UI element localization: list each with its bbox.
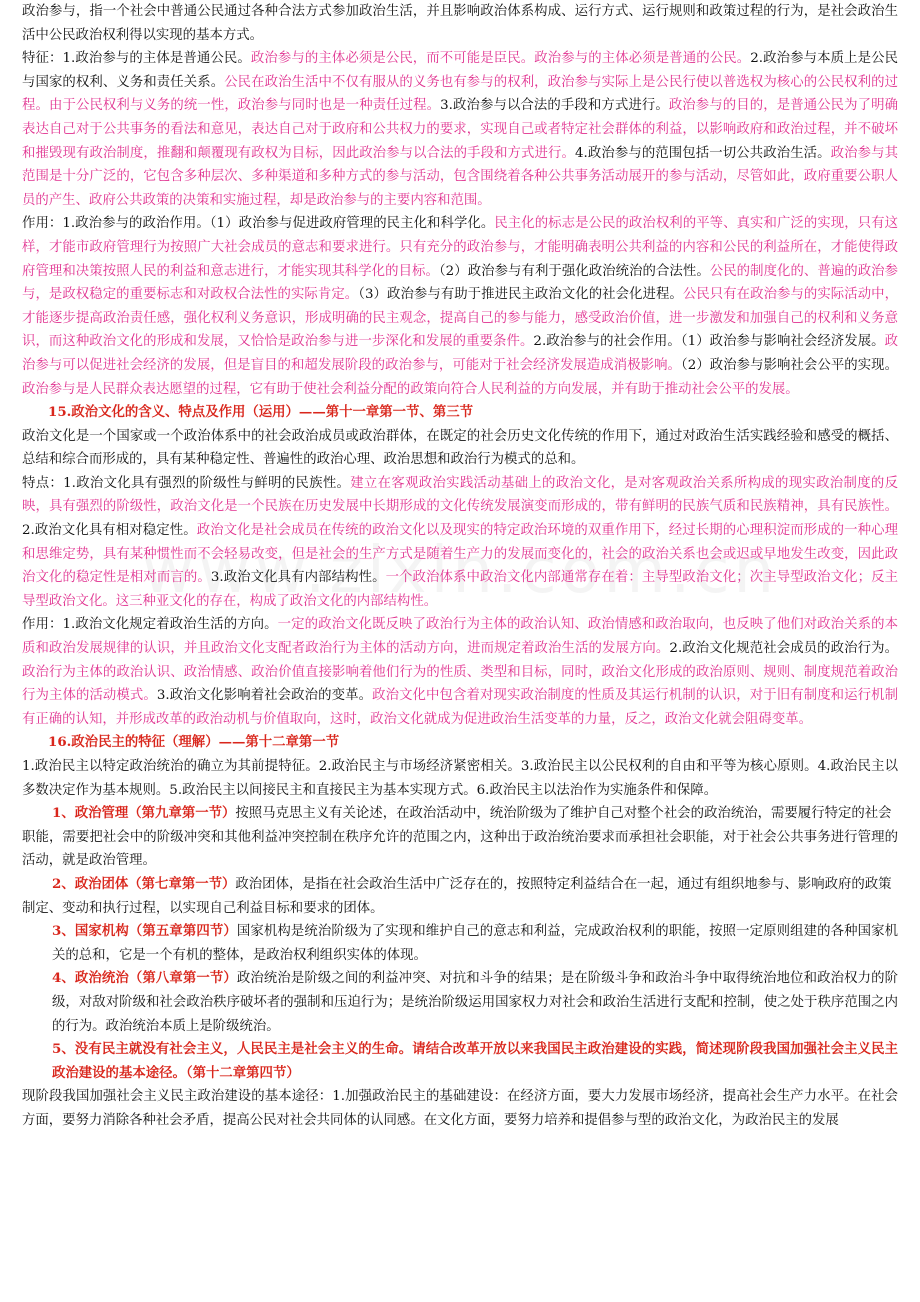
body-text: 政治参与，指一个社会中普通公民通过各种合法方式参加政治生活，并且影响政治体系构成、运行方式、运行规则和政策过程的行为，是社会政治生活中公民政治权利得以实现的基本方式。 [22,4,898,43]
paragraph-participation-functions [22,212,898,401]
body-text: 4.政治参与的范围包括一切公共政治生活。 [575,145,831,161]
highlighted-text: 一个政治体系中政治文化内部通常存在着：主导型政治文化；次主导型政治文化；反主导型政治文化。这三种亚文化的存在，构成了政治文化的内部结构性。 [22,570,898,609]
term-definition [22,967,898,1038]
highlighted-text: 政治文化是社会成员在传统的政治文化以及现实的特定政治环境的双重作用下，经过长期的心理积淀而形成的一种心理和思维定势，具有某种惯性而不会轻易改变，但是社会的生产方式是随着生产力的发展而变化的，社会的政治关系也会或迟或早地发生改变，因此政治文化的稳定性是相对而言的。 [22,523,898,586]
term-title: 1、政治管理（第九章第一节） [52,805,236,822]
body-text: 2.政治文化具有相对稳定性。 [22,523,197,539]
highlighted-text: 公民的制度化的、普遍的政治参与，是政权稳定的重要标志和对政权合法性的实际肯定。 [22,263,899,303]
highlighted-text: 政治参与其范围是十分广泛的，它包含多种层次、多种渠道和多种方式的参与活动，包含围绕着各种公共事务活动展开的参与活动，尽管如此，政府重要公职人员的产生、政府公共政策的决策和实施过程，却是政治参与的主要内容和范围。 [22,145,898,208]
paragraph-political-culture-functions [22,613,898,731]
term-title: 3、国家机构（第五章第四节） [52,923,237,940]
highlighted-text: 政治参与是人民群众表达愿望的过程，它有助于使社会利益分配的政策向符合人民利益的方向发展，并有助于推动社会公平的发展。 [22,381,799,397]
term-body-continued: 职能，需要把社会中的阶级冲突和其他利益冲突控制在秩序允许的范围之内，这种出于政治统治要求而承担社会职能，对于社会公共事务进行管理的活动，就是政治管理。 [22,829,898,869]
term-body: 政治团体，是指在社会政治生活中广泛存在的，按照特定利益结合在一起，通过有组织地参与、影响政府的政策 [235,876,892,892]
body-text: （2）政治参与影响社会公平的实现。 [681,357,898,373]
highlighted-text: 政治文化中包含着对现实政治制度的性质及其运行机制的认识，对于旧有制度和运行机制有正确的认知，并形成改革的政治动机与价值取向，这时，政治文化就成为促进政治生活变革的力量，反之，政治文化就会阻碍变革。 [22,688,899,727]
term-definition [22,920,898,967]
term-body: 国家机构是统治阶级为了实现和维护自己的意志和利益，完成政治权利的职能，按照一定原则组建的各种国家机关的总和，它是一个有机的整体，是政治权利组织实体的体现。 [52,924,898,963]
body-text: 作用：1.政治参与的政治作用。（1）政治参与促进政府管理的民主化和科学化。 [22,216,495,232]
term-definitions [22,802,898,1038]
body-text: 2.政治参与的社会作用。（1）政治参与影响社会经济发展。 [533,334,885,350]
body-text: 特点：1.政治文化具有强烈的阶级性与鲜明的民族性。 [22,475,351,491]
body-text: （2）政治参与有利于强化政治统治的合法性。 [438,263,710,279]
body-text: （3）政治参与有助于推进民主政治文化的社会化进程。 [358,287,683,303]
body-text: 政治文化是一个国家或一个政治体系中的社会政治成员或政治群体，在既定的社会历史文化传统的作用下，通过对政治生活实践经验和感受的概括、总结和综合而形成的，具有某种稳定性、普遍性的政治心理、政治思想和政治行为模式的总和。 [22,428,898,468]
body-text: 3.政治参与以合法的手段和方式进行。 [440,98,669,114]
highlighted-text: 建立在客观政治实践活动基础上的政治文化，是对客观政治关系所构成的现实政治制度的反映，具有强烈的阶级性，政治文化是一个民族在历史发展中长期形成的文化传统发展演变而形成的，带有鲜明的民族气质和民族精神，具有民族性。 [22,475,898,515]
paragraph-political-culture-definition [22,425,898,472]
highlighted-text: 政治行为主体的政治认识、政治情感、政治价值直接影响着他们行为的性质、类型和目标，同时，政治文化形成的政治原则、规则、制度规范着政治行为主体的活动模式。 [22,664,898,704]
term-title: 4、政治统治（第八章第一节） [52,970,237,987]
term-body: 按照马克思主义有关论述，在政治活动中，统治阶级为了维护自己对整个社会的政治统治，需要履行特定的社会 [235,806,892,822]
term-definition [22,802,898,826]
term-definition [22,873,898,897]
question-5-heading: 5、没有民主就没有社会主义，人民民主是社会主义的生命。请结合改革开放以来我国民主政治建设的实践，简述现阶段我国加强社会主义民主政治建设的基本途径。（第十二章第四节） [52,1041,898,1081]
heading-15-political-culture: 15.政治文化的含义、特点及作用（运用）——第十一章第一节、第三节 [48,404,474,421]
body-text: 3.政治文化影响着社会政治的变革。 [156,688,373,704]
body-text: 作用：1.政治文化规定着政治生活的方向。 [22,617,278,633]
highlighted-text: 公民在政治生活中不仅有服从的义务也有参与的权利，政治参与实际上是公民行使以普选权为核心的公民权利的过程。由于公民权利与义务的统一性，政治参与同时也是一种责任过程。 [22,74,899,114]
paragraph-political-participation-definition [22,0,898,47]
highlighted-text: 政治参与的目的，是普通公民为了明确表达自己对于公共事务的看法和意见，表达自己对于政府和公共权力的要求，实现自己或者特定社会群体的利益，以影响政府和政治过程，并不破坏和摧毁现有政治制度，推翻和颠覆现有政权为目标，因此政治参与以合法的手段和方式进行。 [22,98,899,161]
paragraph-participation-features [22,47,898,212]
term-body-continued: 制定、变动和执行过程，以实现自己利益目标和要求的团体。 [22,900,384,916]
highlighted-text: 政治参与可以促进社会经济的发展，但是盲目的和超发展阶段的政治参与，可能对于社会经济发展造成消极影响。 [22,334,899,373]
paragraph-democracy-features: 1.政治民主以特定政治统治的确立为其前提特征。2.政治民主与市场经济紧密相关。3.政治民主以公民权利的自由和平等为核心原则。4.政治民主以多数决定作为基本规则。5.政治民主以间接民主和直接民主为基本实现方式。6.政治民主以法治作为实施条件和保障。 [22,759,898,798]
heading-16-political-democracy: 16.政治民主的特征（理解）——第十二章第一节 [48,734,340,751]
highlighted-text: 民主化的标志是公民的政治权利的平等、真实和广泛的实现，只有这样，才能市政府管理行为按照广大社会成员的意志和要求进行。只有充分的政治参与，才能明确表明公共利益的内容和公民的利益所在，才能使得政府管理和决策按照人民的利益和意志进行，才能实现其科学化的目标。 [22,216,899,279]
paragraph-democracy-construction-paths: 现阶段我国加强社会主义民主政治建设的基本途径：1.加强政治民主的基础建设：在经济方面，要大力发展市场经济，提高社会生产力水平。在社会方面，要努力消除各种社会矛盾，提高公民对社会共同体的认同感。在文化方面，要努力培养和提倡参与型的政治文化，为政治民主的发展 [22,1089,898,1128]
term-title: 2、政治团体（第七章第一节） [52,875,236,892]
highlighted-text: 政治参与的主体必须是公民，而不可能是臣民。政治参与的主体必须是普通的公民。 [250,51,751,67]
body-text: 2.政治参与本质上是公民与国家的权利、义务和责任关系。 [22,51,898,90]
body-text: 3.政治文化具有内部结构性。 [210,570,386,586]
paragraph-political-culture-features [22,472,898,614]
term-body: 政治统治是阶级之间的利益冲突、对抗和斗争的结果；是在阶级斗争和政治斗争中取得统治地位和政治权力的阶级，对敌对阶级和社会政治秩序破坏者的强制和压迫行为；是统治阶级运用国家权力对社会和政治生活进行支配和控制，使之处于秩序范围之内的行为。政治统治本质上是阶级统治。 [52,971,898,1034]
body-text: 2.政治文化规范社会成员的政治行为。 [669,641,899,657]
body-text: 特征：1.政治参与的主体是普通公民。 [22,51,251,67]
document-page [22,0,898,1133]
highlighted-text: 公民只有在政治参与的实际活动中，才能逐步提高政治责任感，强化权利义务意识，形成明确的民主观念，提高自己的参与能力，感受政治价值，进一步激发和加强自己的权利和义务意识，而这种政治文化的形成和发展，又恰恰是政治参与进一步深化和发展的重要条件。 [22,287,898,350]
highlighted-text: 一定的政治文化既反映了政治行为主体的政治认知、政治情感和政治取向，也反映了他们对政治关系的本质和政治发展规律的认识，并且政治文化支配者政治行为主体的活动方向，进而规定着政治生活的发展方向。 [22,617,898,657]
